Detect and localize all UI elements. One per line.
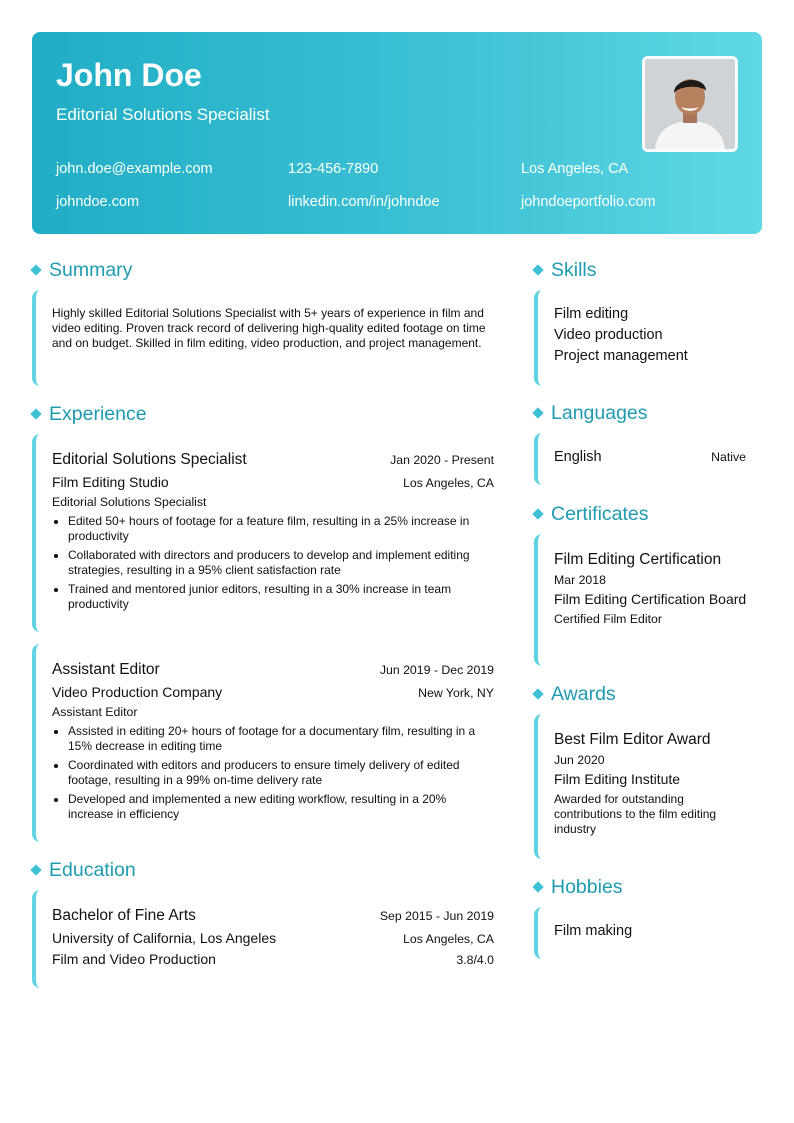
gpa: 3.8/4.0: [456, 953, 494, 967]
profile-photo: [642, 56, 738, 152]
skill-item: Film editing: [554, 306, 629, 322]
job-title: Assistant Editor: [52, 661, 160, 678]
certificates-heading: Certificates: [534, 502, 649, 526]
awards-heading: Awards: [534, 682, 616, 706]
contact-portfolio[interactable]: johndoeportfolio.com: [521, 194, 656, 210]
contact-website[interactable]: johndoe.com: [56, 194, 140, 210]
skills-block: [534, 290, 762, 386]
diamond-bullet-icon: [532, 407, 543, 418]
company-name: Video Production Company: [52, 684, 223, 700]
job-role: Assistant Editor: [52, 705, 138, 719]
language-level: Native: [711, 450, 746, 464]
company-name: Film Editing Studio: [52, 474, 169, 490]
education-heading: Education: [32, 858, 136, 882]
diamond-bullet-icon: [30, 408, 41, 419]
experience-entry-2: [32, 644, 494, 842]
award-name: Best Film Editor Award: [554, 731, 711, 748]
award-date: Jun 2020: [554, 753, 605, 767]
education-entry: [32, 890, 494, 988]
contact-phone[interactable]: 123-456-7890: [288, 161, 379, 177]
diamond-bullet-icon: [30, 864, 41, 875]
hobbies-heading: Hobbies: [534, 875, 623, 899]
skills-heading: Skills: [534, 258, 597, 282]
diamond-bullet-icon: [532, 881, 543, 892]
skill-item: Project management: [554, 348, 688, 364]
summary-heading: Summary: [32, 258, 132, 282]
hobbies-block: [534, 907, 762, 959]
job-bullets: [52, 724, 494, 822]
school-location: Los Angeles, CA: [403, 932, 494, 946]
summary-text: Highly skilled Editorial Solutions Specialist with 5+ years of experience in film and video editing. Proven track record of delivering high-quality edited footage on time and on budget. Skilled in film editing, video production, and project management.: [52, 306, 486, 350]
award-entry: [534, 714, 762, 859]
list-item: • Coordinated with editors and producers to ensure timely delivery of edited footage, resulting in a 99% on-time delivery rate: [68, 758, 494, 788]
languages-heading: Languages: [534, 401, 648, 425]
list-item: • Developed and implemented a new editing workflow, resulting in a 20% increase in efficiency: [68, 792, 494, 822]
job-location: New York, NY: [418, 686, 494, 700]
contact-location: Los Angeles, CA: [521, 161, 629, 177]
field-of-study: Film and Video Production: [52, 951, 216, 967]
diamond-bullet-icon: [532, 264, 543, 275]
person-avatar-icon: [645, 59, 735, 149]
job-bullets: [52, 514, 494, 612]
language-name: English: [554, 449, 602, 465]
certificate-date: Mar 2018: [554, 573, 606, 587]
experience-entry-1: [32, 434, 494, 632]
summary-block: [32, 290, 494, 386]
skill-item: Video production: [554, 327, 663, 343]
list-item: • Assisted in editing 20+ hours of footage for a documentary film, resulting in a 15% decrease in editing time: [68, 724, 494, 754]
job-title: Editorial Solutions Specialist: [52, 451, 247, 468]
degree-name: Bachelor of Fine Arts: [52, 907, 196, 924]
school-name: University of California, Los Angeles: [52, 930, 277, 946]
languages-block: [534, 433, 762, 485]
list-item: • Collaborated with directors and producers to develop and implement editing strategies, resulting in a 95% client satisfaction rate: [68, 548, 494, 578]
hobby-item: Film making: [554, 923, 633, 939]
diamond-bullet-icon: [30, 264, 41, 275]
diamond-bullet-icon: [532, 508, 543, 519]
experience-heading: Experience: [32, 402, 147, 426]
job-location: Los Angeles, CA: [403, 476, 494, 490]
resume-header: [32, 32, 762, 234]
list-item: • Edited 50+ hours of footage for a feature film, resulting in a 25% increase in productivity: [68, 514, 494, 544]
award-issuer: Film Editing Institute: [554, 771, 681, 787]
diamond-bullet-icon: [532, 688, 543, 699]
job-dates: Jan 2020 - Present: [390, 453, 494, 467]
contact-linkedin[interactable]: linkedin.com/in/johndoe: [288, 194, 440, 210]
certificate-issuer: Film Editing Certification Board: [554, 591, 747, 607]
candidate-title: Editorial Solutions Specialist: [56, 105, 270, 124]
job-dates: Jun 2019 - Dec 2019: [379, 663, 494, 677]
education-dates: Sep 2015 - Jun 2019: [379, 909, 494, 923]
certificate-entry: [534, 534, 762, 666]
candidate-name: John Doe: [56, 57, 202, 93]
certificate-name: Film Editing Certification: [554, 551, 722, 568]
certificate-description: Certified Film Editor: [554, 612, 662, 626]
contact-email[interactable]: john.doe@example.com: [56, 161, 213, 177]
list-item: • Trained and mentored junior editors, resulting in a 30% increase in team productivity: [68, 582, 494, 612]
award-description: Awarded for outstanding contributions to the film editing industry: [554, 792, 717, 836]
job-role: Editorial Solutions Specialist: [52, 495, 207, 509]
